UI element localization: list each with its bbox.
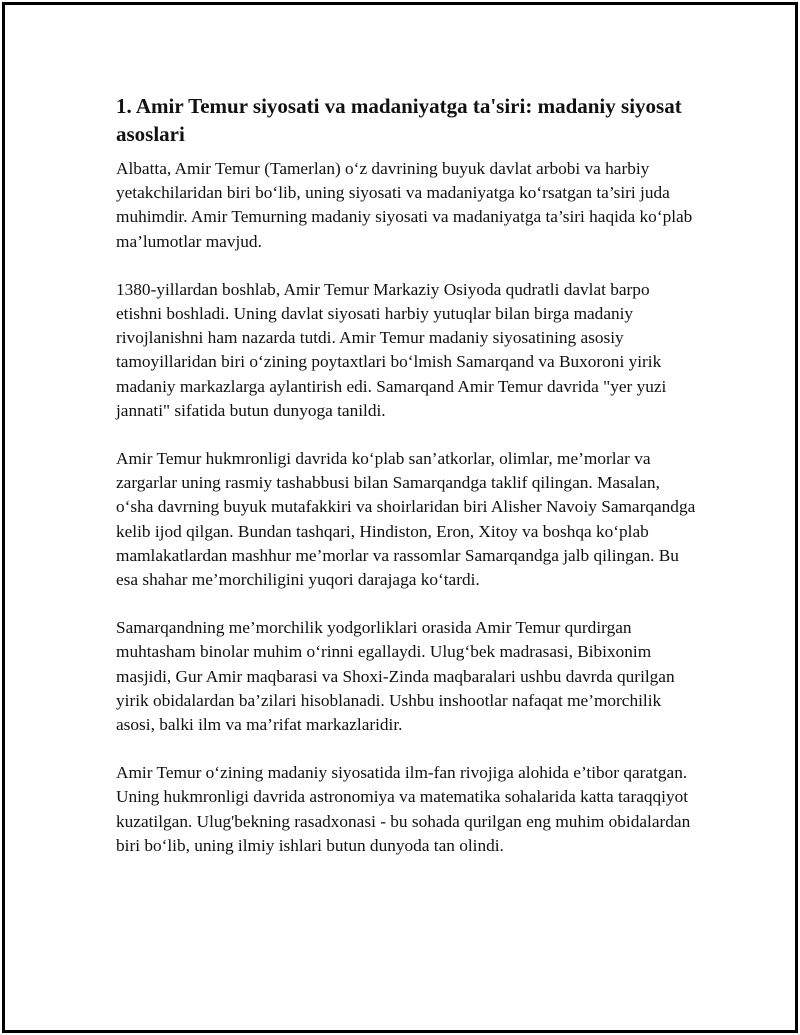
paragraph-4: Samarqandning me’morchilik yodgorliklari orasida Amir Temur qurdirgan muhtasham binolar muhim o‘rinni egallaydi. Ulug‘bek madrasasi, Bibixonim masjidi, Gur Amir maqbarasi va Shoxi-Zinda maqbaralari ushbu davrda qurilgan yirik obidalardan ba’zilari hisoblanadi. Ushbu inshootlar nafaqat me’morchilik asosi, balki ilm va ma’rifat markazlaridir.: [116, 618, 675, 735]
paragraph-5: Amir Temur o‘zining madaniy siyosatida ilm-fan rivojiga alohida e’tibor qaratgan. Uning hukmronligi davrida astronomiya va matematika sohalarida katta taraqqiyot kuzatilgan. Ulug'bekning rasadxonasi - bu sohada qurilgan eng muhim obidalardan biri bo‘lib, uning ilmiy ishlari butun dunyoda tan olindi.: [116, 763, 691, 855]
document-body: [116, 92, 696, 882]
paragraph-2: 1380-yillardan boshlab, Amir Temur Markaziy Osiyoda qudratli davlat barpo etishni boshladi. Uning davlat siyosati harbiy yutuqlar bilan birga madaniy rivojlanishni ham nazarda tutdi. Amir Temur madaniy siyosatining asosiy tamoyillaridan biri o‘zining poytaxtlari bo‘lmish Samarqand va Buxoroni yirik madaniy markazlarga aylantirish edi. Samarqand Amir Temur davrida "yer yuzi jannati" sifatida butun dunyoga tanildi.: [116, 279, 667, 420]
document-heading: 1. Amir Temur siyosati va madaniyatga ta'siri: madaniy siyosat asoslari: [116, 94, 682, 146]
paragraph-3: Amir Temur hukmronligi davrida ko‘plab san’atkorlar, olimlar, me’morlar va zargarlar uning rasmiy tashabbusi bilan Samarqandga taklif qilingan. Masalan, o‘sha davrning buyuk mutafakkiri va shoirlaridan biri Alisher Navoiy Samarqandga kelib ijod qilgan. Bundan tashqari, Hindiston, Eron, Xitoy va boshqa ko‘plab mamlakatlardan mashhur me’morlar va rassomlar Samarqandga jalb qilingan. Bu esa shahar me’morchiligini yuqori darajaga ko‘tardi.: [116, 449, 696, 590]
paragraph-1: Albatta, Amir Temur (Tamerlan) o‘z davrining buyuk davlat arbobi va harbiy yetakchilaridan biri bo‘lib, uning siyosati va madaniyatga ko‘rsatgan ta’siri juda muhimdir. Amir Temurning madaniy siyosati va madaniyatga ta’siri haqida ko‘plab ma’lumotlar mavjud.: [116, 159, 693, 251]
